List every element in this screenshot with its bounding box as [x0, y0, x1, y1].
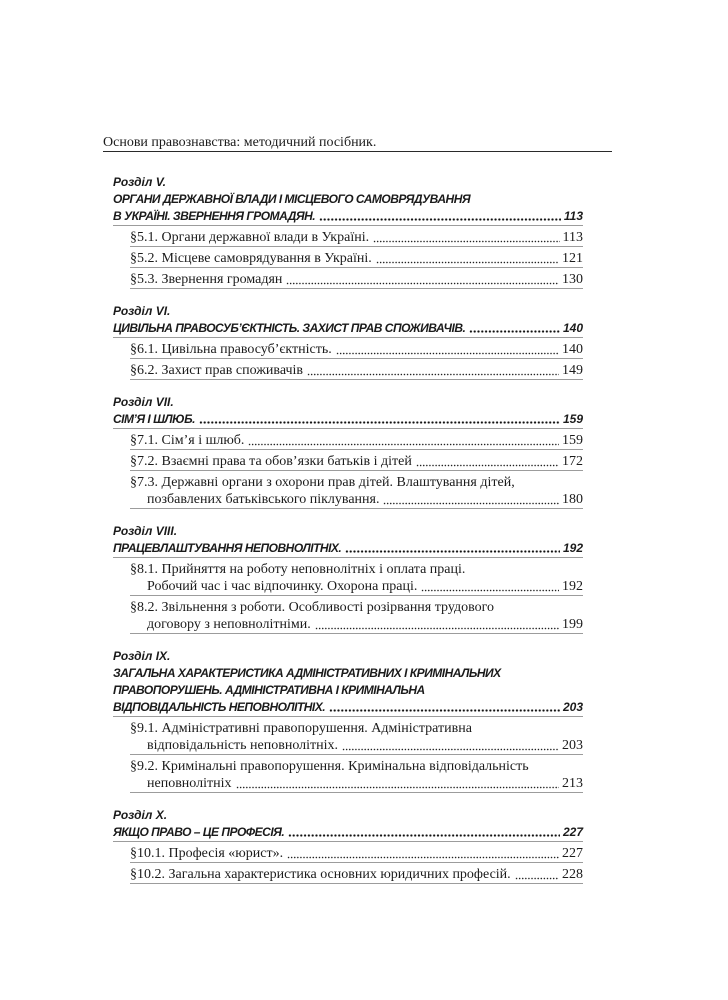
section-label: Розділ X. [113, 808, 168, 822]
entry-line [130, 845, 583, 862]
entry-line [130, 474, 583, 491]
entry-line [130, 432, 583, 449]
section-title [113, 411, 583, 429]
entry-text: позбавлених батьківського піклування. [147, 492, 380, 507]
entry-text: §10.2. Загальна характеристика основних юридичних професій. [130, 867, 511, 882]
toc-section [113, 807, 583, 884]
section-page-number: 192 [562, 541, 583, 555]
entry-line [130, 578, 583, 595]
section-title [113, 824, 583, 842]
toc-section [113, 648, 583, 793]
dot-leader [248, 432, 559, 449]
entry-line [130, 362, 583, 379]
section-title-line [113, 191, 583, 208]
section-title-text: ПРАВОПОРУШЕНЬ. АДМІНІСТРАТИВНА І КРИМІНАЛЬНА [113, 683, 425, 697]
dot-leader [315, 616, 559, 633]
entry-page-number: 130 [562, 272, 583, 287]
dot-leader [287, 845, 559, 862]
dot-leader [469, 320, 560, 337]
section-title [113, 540, 583, 558]
entry-text: §8.1. Прийняття на роботу неповнолітніх і оплата праці. [130, 562, 466, 577]
toc-entry [130, 450, 583, 471]
dot-leader [286, 271, 559, 288]
entry-text: §9.1. Адміністративні правопорушення. Адміністративна [130, 721, 472, 736]
entry-text: відповідальність неповнолітніх. [147, 738, 339, 753]
entry-line [130, 453, 583, 470]
entry-text: §10.1. Професія «юрист». [130, 846, 284, 861]
section-title-line [113, 540, 583, 557]
section-label: Розділ VII. [113, 395, 174, 409]
entry-page-number: 159 [562, 433, 583, 448]
toc-entry [130, 863, 583, 884]
section-title-line [113, 682, 583, 699]
dot-leader [345, 540, 560, 557]
toc-section [113, 394, 583, 509]
entry-page-number: 149 [562, 363, 583, 378]
entry-line [130, 599, 583, 616]
section-label: Розділ IX. [113, 649, 171, 663]
toc-entry [130, 338, 583, 359]
section-page-number: 203 [562, 700, 583, 714]
toc-entry [130, 226, 583, 247]
entry-line [130, 758, 583, 775]
entry-text: Робочий час і час відпочинку. Охорона праці. [147, 579, 418, 594]
section-title-text: ОРГАНИ ДЕРЖАВНОЇ ВЛАДИ І МІСЦЕВОГО САМОВРЯДУВАННЯ [113, 192, 471, 206]
toc-entry [130, 268, 583, 289]
dot-leader [416, 453, 559, 470]
entry-line [130, 720, 583, 737]
dot-leader [383, 491, 559, 508]
section-page-number: 227 [562, 825, 583, 839]
section-title [113, 320, 583, 338]
entry-page-number: 180 [562, 492, 583, 507]
toc-entry [130, 596, 583, 634]
dot-leader [515, 866, 559, 883]
entry-text: договору з неповнолітніми. [147, 617, 311, 632]
section-title-line [113, 411, 583, 428]
entry-page-number: 121 [562, 251, 583, 266]
entry-line [130, 491, 583, 508]
toc-entry [130, 842, 583, 863]
entry-line [130, 737, 583, 754]
entry-line [130, 341, 583, 358]
dot-leader [329, 699, 560, 716]
table-of-contents [113, 174, 583, 884]
dot-leader [236, 775, 560, 792]
section-title [113, 191, 583, 226]
toc-entry [130, 359, 583, 380]
toc-entry [130, 755, 583, 793]
section-title-line [113, 665, 583, 682]
section-label: Розділ V. [113, 175, 166, 189]
entry-line [130, 616, 583, 633]
section-title-line [113, 208, 583, 225]
entry-text: §5.3. Звернення громадян [130, 272, 283, 287]
section-title [113, 665, 583, 717]
dot-leader [199, 411, 560, 428]
entry-page-number: 228 [562, 867, 583, 882]
section-title-text: ЯКЩО ПРАВО – ЦЕ ПРОФЕСІЯ. [113, 825, 285, 839]
section-title-text: В УКРАЇНІ. ЗВЕРНЕННЯ ГРОМАДЯН. [113, 209, 316, 223]
dot-leader [307, 362, 559, 379]
dot-leader [376, 250, 559, 267]
entry-text: §6.2. Захист прав споживачів [130, 363, 304, 378]
entry-line [130, 866, 583, 883]
section-label: Розділ VIII. [113, 524, 178, 538]
toc-section [113, 523, 583, 634]
entry-page-number: 203 [562, 738, 583, 753]
entry-page-number: 199 [562, 617, 583, 632]
entry-text: §7.3. Державні органи з охорони прав дітей. Влаштування дітей, [130, 475, 515, 490]
section-title-line [113, 320, 583, 337]
section-title-text: ПРАЦЕВЛАШТУВАННЯ НЕПОВНОЛІТНІХ. [113, 541, 342, 555]
entry-text: §5.2. Місцеве самоврядування в Україні. [130, 251, 372, 266]
section-title-text: СІМ’Я І ШЛЮБ. [113, 412, 195, 426]
toc-section [113, 303, 583, 380]
section-title-line [113, 824, 583, 841]
toc-entry [130, 558, 583, 596]
entry-text: §7.1. Сім’я і шлюб. [130, 433, 245, 448]
section-page-number: 159 [562, 412, 583, 426]
entry-line [130, 271, 583, 288]
toc-entry [130, 247, 583, 268]
section-title-text: ЗАГАЛЬНА ХАРАКТЕРИСТИКА АДМІНІСТРАТИВНИХ І КРИМІНАЛЬНИХ [113, 666, 501, 680]
entry-text: §6.1. Цивільна правосуб’єктність. [130, 342, 332, 357]
dot-leader [319, 208, 561, 225]
toc-entry [130, 429, 583, 450]
entry-text: §5.1. Органи державної влади в Україні. [130, 230, 370, 245]
running-header: Основи правознавства: методичний посібник. [103, 134, 612, 152]
entry-page-number: 213 [562, 776, 583, 791]
dot-leader [421, 578, 559, 595]
section-label: Розділ VI. [113, 304, 171, 318]
dot-leader [342, 737, 559, 754]
entry-page-number: 192 [562, 579, 583, 594]
toc-entry [130, 717, 583, 755]
dot-leader [288, 824, 560, 841]
toc-section [113, 174, 583, 289]
entry-line [130, 775, 583, 792]
entry-page-number: 227 [562, 846, 583, 861]
entry-line [130, 561, 583, 578]
section-page-number: 140 [562, 321, 583, 335]
section-page-number: 113 [563, 209, 583, 223]
dot-leader [336, 341, 559, 358]
entry-text: §8.2. Звільнення з роботи. Особливості розірвання трудового [130, 600, 494, 615]
entry-line [130, 250, 583, 267]
toc-entry [130, 471, 583, 509]
entry-page-number: 140 [562, 342, 583, 357]
entry-line [130, 229, 583, 246]
entry-text: неповнолітніх [147, 776, 232, 791]
section-title-line [113, 699, 583, 716]
entry-page-number: 172 [562, 454, 583, 469]
section-title-text: ЦИВІЛЬНА ПРАВОСУБ’ЄКТНІСТЬ. ЗАХИСТ ПРАВ СПОЖИВАЧІВ. [113, 321, 466, 335]
dot-leader [373, 229, 559, 246]
section-title-text: ВІДПОВІДАЛЬНІСТЬ НЕПОВНОЛІТНІХ. [113, 700, 326, 714]
entry-text: §7.2. Взаємні права та обов’язки батьків і дітей [130, 454, 412, 469]
entry-page-number: 113 [562, 230, 583, 245]
entry-text: §9.2. Кримінальні правопорушення. Кримінальна відповідальність [130, 759, 529, 774]
